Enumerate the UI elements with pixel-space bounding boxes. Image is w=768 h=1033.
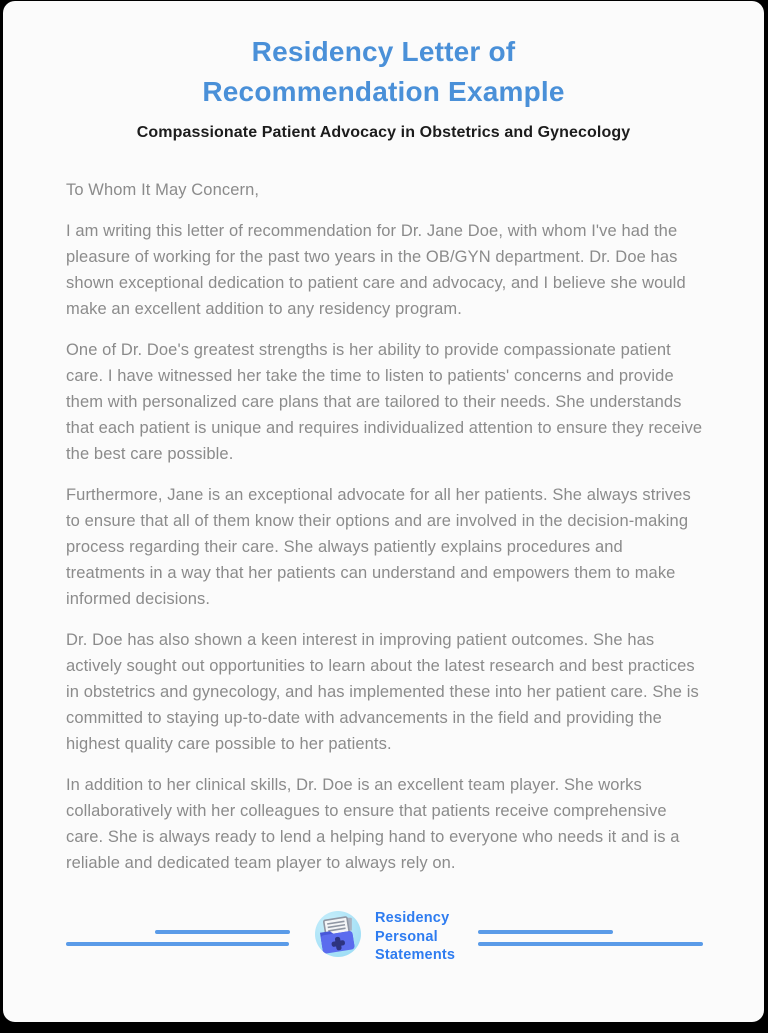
brand-name (375, 909, 455, 965)
brand-line-3: Statements (375, 947, 456, 963)
letter-title (3, 32, 764, 112)
decorative-line-left-top (155, 930, 290, 934)
title-line-2: Recommendation Example (202, 76, 565, 107)
letter-subtitle: Compassionate Patient Advocacy in Obstetrics and Gynecology (136, 124, 631, 141)
footer (3, 904, 764, 974)
decorative-line-right-top (478, 930, 613, 934)
letter-body (66, 177, 706, 891)
paragraph: One of Dr. Doe's greatest strengths is her ability to provide compassionate patient care. I have witnessed her take the time to listen to patients' concerns and provide them with personalized care plans that are tailored to their needs. She understands that each patient is unique and requires individualized attention to ensure they receive the best care possible. (66, 341, 703, 463)
decorative-line-left-bottom (66, 942, 289, 946)
brand-line-2: Personal (375, 928, 438, 945)
folder-documents-medical-cross-icon (314, 910, 362, 958)
letter-card (3, 1, 764, 1022)
decorative-line-right-bottom (478, 942, 703, 946)
title-line-1: Residency Letter of (251, 36, 516, 67)
paragraph: Dr. Doe has also shown a keen interest in improving patient outcomes. She has actively sought out opportunities to learn about the latest research and best practices in obstetrics and gynecology, and has implemented these into her patient care. She is committed to staying up-to-date with advancements in the field and providing the highest quality care possible to her patients. (66, 631, 699, 753)
paragraph: In addition to her clinical skills, Dr. Doe is an excellent team player. She works collaboratively with her colleagues to ensure that patients receive comprehensive care. She is always ready to lend a helping hand to everyone who needs it and is a reliable and dedicated team player to always rely on. (66, 776, 680, 872)
brand-logo (314, 910, 362, 958)
brand-line-1: Residency (375, 910, 450, 926)
salutation: To Whom It May Concern, (66, 181, 260, 199)
paragraph: I am writing this letter of recommendation for Dr. Jane Doe, with whom I've had the pleasure of working for the past two years in the OB/GYN department. Dr. Doe has shown exceptional dedication to patient care and advocacy, and I believe she would make an excellent addition to any residency program. (66, 222, 686, 318)
paragraph: Furthermore, Jane is an exceptional advocate for all her patients. She always strives to ensure that all of them know their options and are involved in the decision-making process regarding their care. She always patiently explains procedures and treatments in a way that her patients can understand and empowers them to make informed decisions. (66, 486, 691, 608)
